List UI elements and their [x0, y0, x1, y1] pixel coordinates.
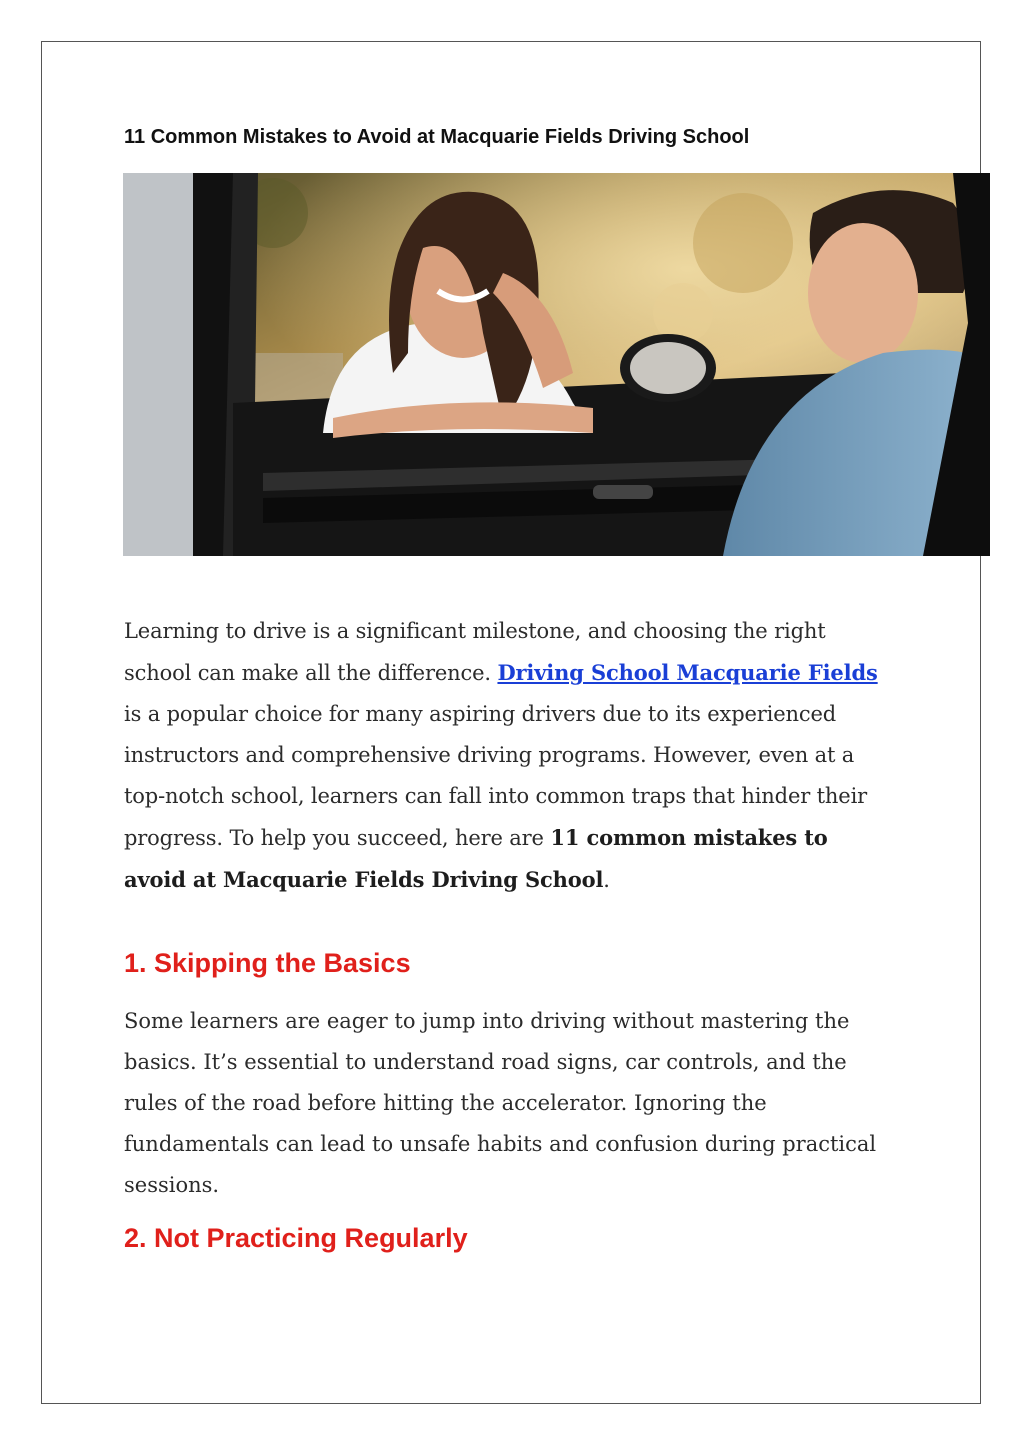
section-2-heading: 2. Not Practicing Regularly — [124, 1223, 468, 1253]
intro-text-part1: Learning to drive is a significant milestone, and choosing the right school can make all the difference. — [124, 619, 826, 685]
section-1-heading: 1. Skipping the Basics — [124, 948, 411, 978]
section-1-body: Some learners are eager to jump into driving without mastering the basics. It’s essential to understand road signs, car controls, and the rules of the road before hitting the accelerator. Ignoring the fundamentals can lead to unsafe habits and confusion during practical sessions. — [124, 1009, 877, 1197]
article-body — [124, 611, 894, 1254]
intro-paragraph — [124, 611, 894, 901]
hero-photo-illustration — [123, 173, 990, 556]
intro-text-part2: is a popular choice for many aspiring drivers due to its experienced instructors and comprehensive driving programs. However, even at a top-notch school, learners can fall into common traps that hinder their progress. To help you succeed, here are — [124, 702, 868, 850]
driving-school-link[interactable]: Driving School Macquarie Fields — [497, 660, 878, 685]
intro-text-end: . — [603, 868, 610, 892]
intro-bold-text: 11 common mistakes to avoid at Macquarie Fields Driving School — [124, 825, 828, 892]
document-title: 11 Common Mistakes to Avoid at Macquarie Fields Driving School — [124, 126, 750, 148]
hero-image — [123, 173, 990, 556]
